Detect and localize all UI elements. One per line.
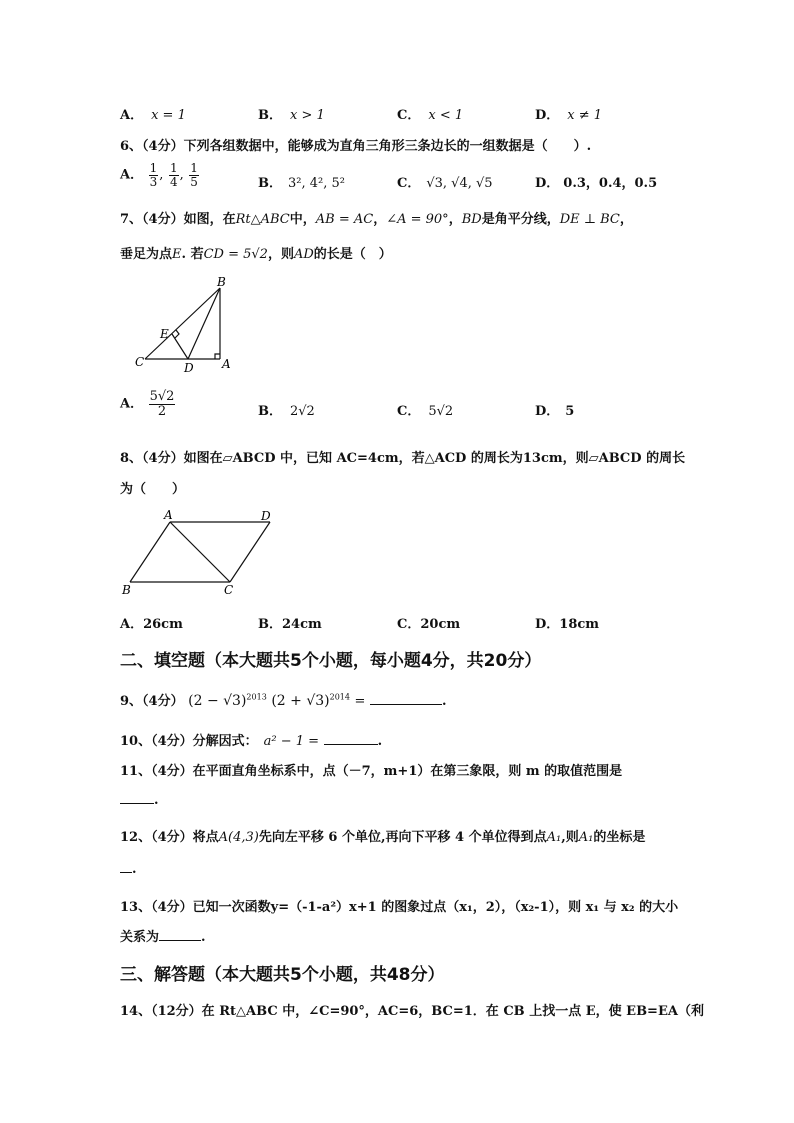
q6-stem: 6、（4分）下列各组数据中，能够成为直角三角形三条边长的一组数据是（ ）.: [120, 139, 592, 154]
q11-answer-line: .: [120, 793, 159, 808]
q10-line: 10、（4分）分解因式： a² − 1 = .: [120, 734, 383, 749]
q7-stem-line2: 垂足为点E. 若CD = 5√2，则AD的长是（ ）: [120, 247, 392, 262]
answer-blank[interactable]: [324, 744, 378, 745]
fraction: $\frac{1}{3}$: [149, 161, 158, 189]
q7-triangle-figure: [130, 272, 240, 376]
q9-line: 9、（4分） $(2 - √3)^{2013}$ $(2 + √3)^{2014}$ = .: [120, 692, 447, 709]
q5-option-c: C． x < 1: [397, 108, 464, 123]
q14-stem: 14、（12分）在 Rt△ABC 中，∠C=90°，AC=6，BC=1．在 CB 上找一点 E，使 EB=EA（利: [120, 1004, 704, 1019]
q7-stem-line1: 7、（4分）如图，在Rt△ABC中，AB = AC，∠A = 90°，BD是角平分线，DE ⊥ BC，: [120, 212, 633, 227]
q6-option-c: C． √3, √4, √5: [397, 176, 493, 191]
label-c: C: [135, 355, 145, 369]
fraction: $\frac{1}{5}$: [190, 161, 198, 189]
fraction: $\frac{1}{4}$: [169, 161, 178, 189]
label-d: D: [184, 361, 194, 375]
side-dc: [230, 522, 270, 582]
q5-option-a: A． x = 1: [120, 108, 186, 123]
answer-blank[interactable]: [120, 872, 132, 873]
q6-option-a: A． $\frac{1}{3}$ , $\frac{1}{4}$ , $\frac{1}{5}$: [120, 161, 198, 189]
perpendicular-de: [172, 334, 188, 359]
label-d: D: [261, 509, 271, 523]
q8-option-d: D．18cm: [535, 617, 600, 632]
right-angle-mark-a: [215, 354, 220, 359]
diagonal-ac: [170, 522, 230, 582]
bisector-bd: [188, 288, 220, 359]
q5-option-d: D． x ≠ 1: [535, 108, 603, 123]
q13-stem: 13、（4分）已知一次函数y=（-1-a²）x+1 的图象过点（x₁，2），（x₂-1），则 x₁ 与 x₂ 的大小: [120, 900, 679, 915]
side-ab: [130, 522, 170, 582]
section-3-heading: 三、解答题（本大题共5个小题，共48分）: [120, 965, 445, 985]
label-e: E: [160, 327, 169, 341]
section-2-heading: 二、填空题（本大题共5个小题，每小题4分，共20分）: [120, 651, 542, 671]
label-c: C: [224, 583, 234, 597]
right-angle-mark-e: [175, 330, 179, 338]
q8-parallelogram-figure: [118, 506, 278, 598]
q5-option-b: B． x > 1: [258, 108, 325, 123]
q7-option-d: D． 5: [535, 404, 575, 419]
answer-blank[interactable]: [370, 704, 442, 705]
answer-blank[interactable]: [159, 940, 201, 941]
q12-stem: 12、（4分）将点A(4,3)先向左平移 6 个单位,再向下平移 4 个单位得到点A₁,则A₁的坐标是: [120, 830, 646, 845]
fraction: $\frac{5√2}{2}$: [149, 389, 175, 419]
label-b: B: [122, 583, 131, 597]
q8-stem-line1: 8、（4分）如图在▱ABCD 中，已知 AC=4cm，若△ACD 的周长为13cm，则▱ABCD 的周长: [120, 451, 686, 466]
q8-option-b: B．24cm: [258, 617, 322, 632]
answer-blank[interactable]: [120, 803, 154, 804]
q7-option-b: B． 2√2: [258, 404, 315, 419]
q8-stem-line2: 为（ ）: [120, 482, 186, 497]
q6-option-d: D． 0.3，0.4，0.5: [535, 176, 658, 191]
q8-option-c: C．20cm: [397, 617, 461, 632]
q7-option-a: A． $\frac{5√2}{2}$: [120, 389, 175, 419]
q7-option-c: C． 5√2: [397, 404, 454, 419]
side-bc: [145, 288, 220, 359]
label-b: B: [217, 275, 226, 289]
label-a: A: [164, 508, 173, 522]
q12-answer-line: .: [120, 862, 137, 877]
q6-option-b: B． 3², 4², 5²: [258, 176, 345, 191]
q11-stem: 11、（4分）在平面直角坐标系中，点（－7，m+1）在第三象限，则 m 的取值范围是: [120, 764, 623, 779]
label-a: A: [222, 357, 231, 371]
q13-answer-line: 关系为 .: [120, 930, 206, 945]
q8-option-a: A．26cm: [120, 617, 183, 632]
